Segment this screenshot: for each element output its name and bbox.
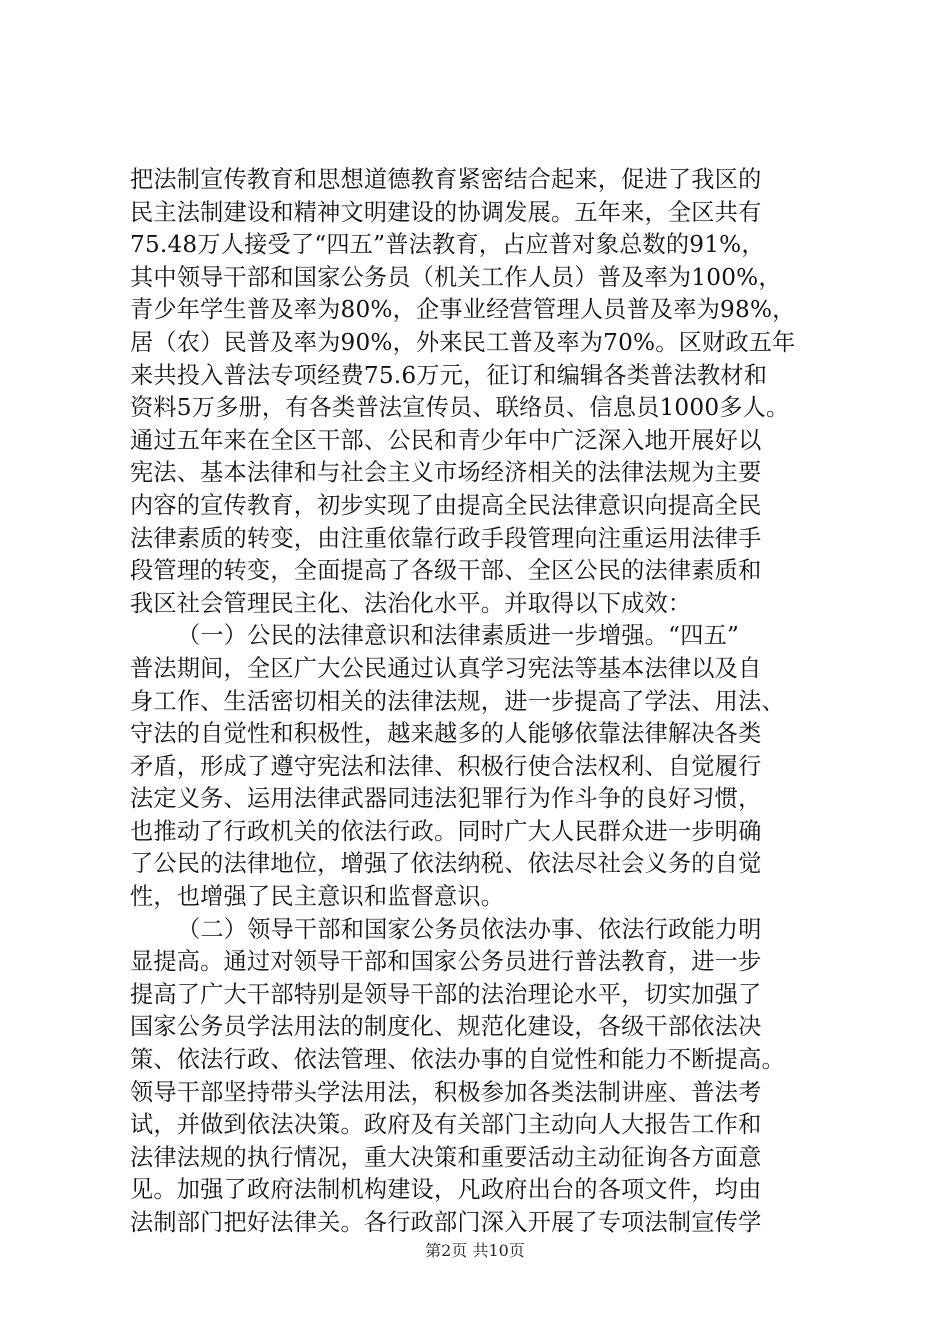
text-line: 普法期间，全区广大公民通过认真学习宪法等基本法律以及自	[130, 654, 762, 682]
text-line: 把法制宣传教育和思想道德教育紧密结合起来，促进了我区的	[130, 166, 762, 193]
text-line: 其中领导干部和国家公务员（机关工作人员）普及率为100%，	[130, 263, 782, 291]
text-line: 领导干部坚持带头学法用法，积极参加各类法制讲座、普法考	[130, 1078, 762, 1106]
text-line: 守法的自觉性和积极性，越来越多的人能够依靠法律解决各类	[130, 720, 762, 748]
text-line: 75.48万人接受了“四五”普法教育，占应普对象总数的91%，	[130, 231, 765, 259]
document-body	[130, 164, 850, 1240]
text-line: 内容的宣传教育，初步实现了由提高全民法律意识向提高全民	[130, 491, 762, 519]
text-line: 段管理的转变，全面提高了各级干部、全区公民的法律素质和	[130, 557, 762, 585]
text-line: 我区社会管理民主化、法治化水平。并取得以下成效：	[130, 589, 692, 617]
text-line: 民主法制建设和精神文明建设的协调发展。五年来，全区共有	[130, 198, 762, 226]
text-line: 矛盾，形成了遵守宪法和法律、积极行使合法权利、自觉履行	[130, 752, 762, 780]
text-line: 国家公务员学法用法的制度化、规范化建设，各级干部依法决	[130, 1013, 762, 1041]
text-line: 见。加强了政府法制机构建设，凡政府出台的各项文件，均由	[130, 1176, 762, 1204]
section-heading-2: （二）领导干部和国家公务员依法办事、依法行政能力明	[177, 915, 762, 943]
text-line: 法制部门把好法律关。各行政部门深入开展了专项法制宣传学	[130, 1209, 762, 1236]
text-line: 宪法、基本法律和与社会主义市场经济相关的法律法规为主要	[130, 459, 762, 487]
text-line: 试，并做到依法决策。政府及有关部门主动向人大报告工作和	[130, 1111, 762, 1139]
text-line: 法定义务、运用法律武器同违法犯罪行为作斗争的良好习惯，	[130, 785, 762, 813]
text-line: 了公民的法律地位，增强了依法纳税、依法尽社会义务的自觉	[130, 850, 762, 878]
text-line: 居（农）民普及率为90%，外来民工普及率为70%。区财政五年	[130, 328, 796, 356]
text-line: 显提高。通过对领导干部和国家公务员进行普法教育，进一步	[130, 948, 762, 976]
text-line: 也推动了行政机关的依法行政。同时广大人民群众进一步明确	[130, 817, 762, 845]
text-line: 身工作、生活密切相关的法律法规，进一步提高了学法、用法、	[130, 687, 785, 715]
text-line: 通过五年来在全区干部、公民和青少年中广泛深入地开展好以	[130, 426, 762, 454]
section-heading-1: （一）公民的法律意识和法律素质进一步增强。“四五”	[177, 622, 740, 650]
text-line: 法律素质的转变，由注重依靠行政手段管理向注重运用法律手	[130, 524, 762, 552]
page-footer	[0, 1241, 950, 1261]
page-number: 第2页 共10页	[425, 1241, 525, 1260]
text-line: 来共投入普法专项经费75.6万元，征订和编辑各类普法教材和	[130, 361, 768, 389]
text-line: 提高了广大干部特别是领导干部的法治理论水平，切实加强了	[130, 980, 762, 1008]
text-line: 性，也增强了民主意识和监督意识。	[130, 883, 505, 911]
text-line: 资料5万多册，有各类普法宣传员、联络员、信息员1000多人。	[130, 394, 790, 422]
text-line: 法律法规的执行情况，重大决策和重要活动主动征询各方面意	[130, 1143, 762, 1171]
text-line: 青少年学生普及率为80%，企事业经营管理人员普及率为98%，	[130, 296, 796, 324]
text-line: 策、依法行政、依法管理、依法办事的自觉性和能力不断提高。	[130, 1046, 785, 1074]
